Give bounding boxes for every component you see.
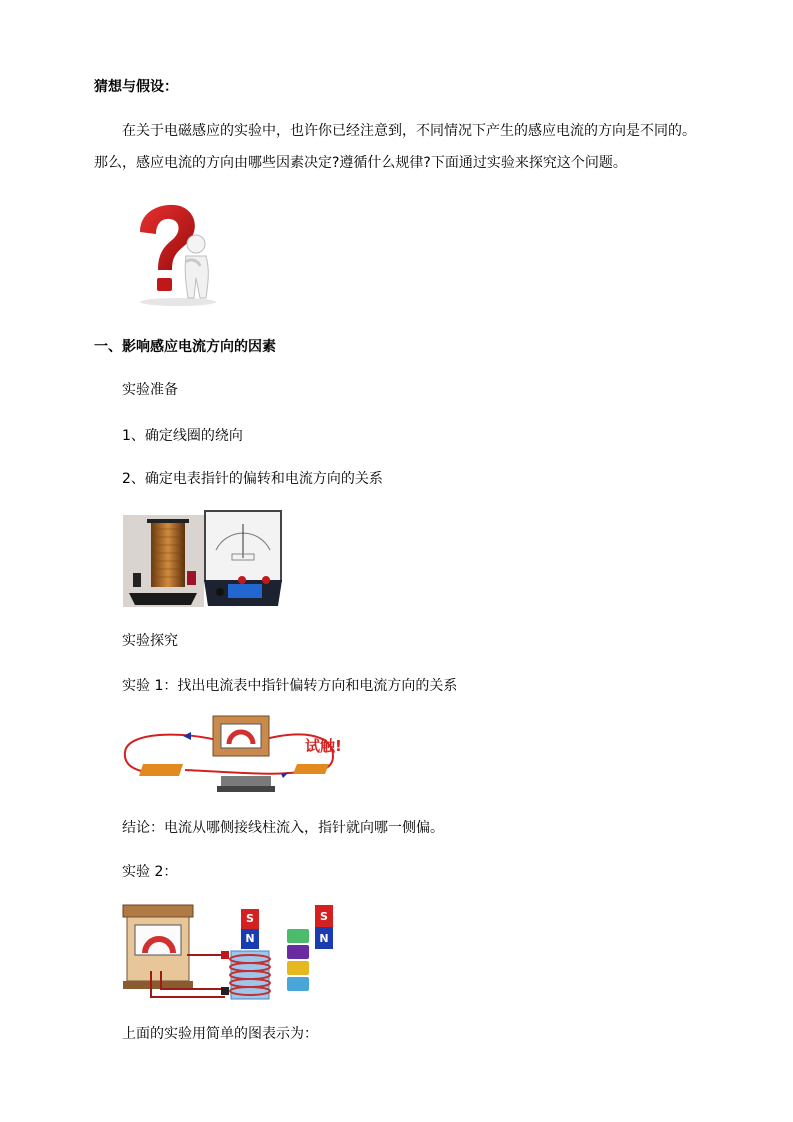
intro-paragraph: 在关于电磁感应的实验中，也许你已经注意到，不同情况下产生的感应电流的方向是不同的。那么，感应电流的方向由哪些因素决定?遵循什么规律?下面通过实验来探究这个问题。 [94,123,696,171]
magnet-2-s-label: S [320,910,328,923]
exp2-apparatus-figure [121,903,335,1003]
question-figure-image [128,200,220,308]
section-1-title: 一、影响感应电流方向的因素 [94,339,276,355]
prep-item-1: 1、确定线圈的绕向 [122,428,243,444]
magnet-1-s-label: S [246,912,254,925]
meter-photo [204,510,282,608]
closing-line: 上面的实验用简单的图表示为： [122,1026,318,1042]
explore-title: 实验探究 [122,633,178,649]
prep-item-2: 2、确定电表指针的偏转和电流方向的关系 [122,471,383,487]
exp2-title: 实验 2： [122,864,178,880]
magnet-2-n-label: N [319,932,329,945]
coil-photo [123,515,204,607]
prep-title: 实验准备 [122,382,178,398]
exp1-circuit-figure [121,712,351,800]
exp1-conclusion: 结论：电流从哪侧接线柱流入，指针就向哪一侧偏。 [122,820,444,836]
heading-guess: 猜想与假设： [94,79,178,95]
magnet-1-n-label: N [245,932,255,945]
exp1-title: 实验 1：找出电流表中指针偏转方向和电流方向的关系 [122,678,458,694]
exp1-callout: 试触! [305,737,342,755]
